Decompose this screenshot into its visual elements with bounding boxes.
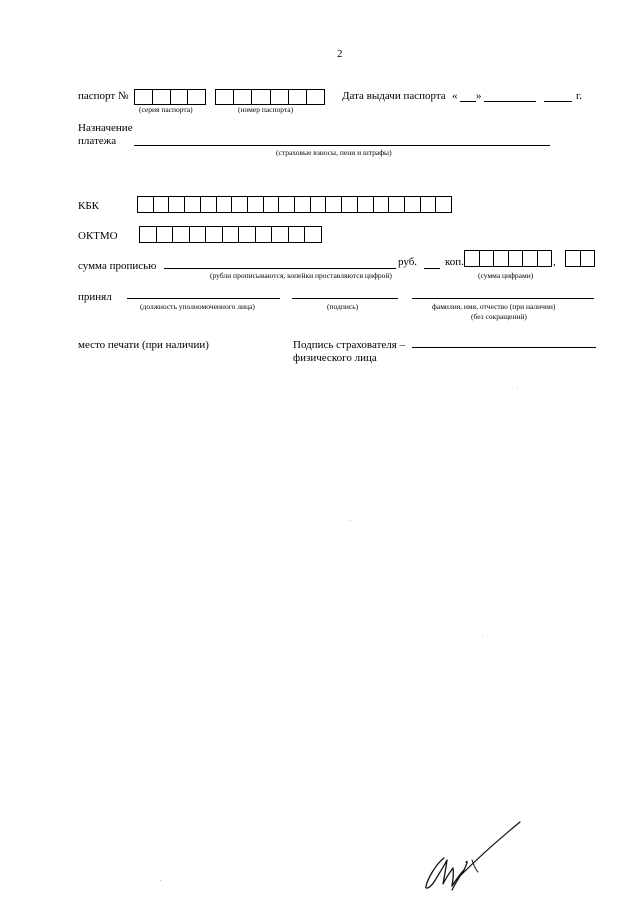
passport-number-cell[interactable] (289, 90, 307, 104)
issue-day-field[interactable] (460, 101, 476, 102)
kbk-cell[interactable] (201, 197, 217, 212)
kbk-cell[interactable] (311, 197, 327, 212)
accepted-signature-field[interactable] (292, 298, 398, 299)
issue-year-field[interactable] (544, 101, 572, 102)
purpose-field[interactable] (134, 145, 550, 146)
oktmo-cell[interactable] (140, 227, 157, 242)
kbk-cell[interactable] (154, 197, 170, 212)
oktmo-cell[interactable] (305, 227, 321, 242)
amount-comma: , (553, 256, 556, 268)
accepted-name-field[interactable] (412, 298, 594, 299)
passport-label: паспорт № (78, 90, 129, 102)
kbk-cell[interactable] (169, 197, 185, 212)
kbk-cell[interactable] (326, 197, 342, 212)
kbk-cell[interactable] (421, 197, 437, 212)
scan-speck (482, 636, 483, 637)
passport-number-cell[interactable] (307, 90, 324, 104)
amount-digits-rub-boxes[interactable] (464, 250, 552, 267)
passport-series-cell[interactable] (135, 90, 153, 104)
kbk-cell[interactable] (436, 197, 451, 212)
oktmo-cell[interactable] (289, 227, 306, 242)
kbk-cell[interactable] (295, 197, 311, 212)
amount-digit-cell[interactable] (480, 251, 495, 266)
year-suffix: г. (576, 90, 583, 102)
passport-series-cell[interactable] (171, 90, 189, 104)
oktmo-cell[interactable] (256, 227, 273, 242)
kbk-cell[interactable] (264, 197, 280, 212)
purpose-label-line1: Назначение (78, 122, 133, 134)
passport-series-cell[interactable] (153, 90, 171, 104)
passport-number-cell[interactable] (216, 90, 234, 104)
stamp-place-label: место печати (при наличии) (78, 339, 209, 351)
oktmo-cell[interactable] (239, 227, 256, 242)
kbk-cell[interactable] (358, 197, 374, 212)
passport-number-boxes[interactable] (215, 89, 325, 105)
kbk-label: КБК (78, 200, 99, 212)
amount-digit-cell[interactable] (523, 251, 538, 266)
oktmo-cell[interactable] (173, 227, 190, 242)
accepted-name-caption-line1: фамилия, имя, отчество (при наличии) (432, 302, 556, 311)
rub-label: руб. (398, 256, 418, 268)
kbk-cell[interactable] (232, 197, 248, 212)
amount-digit-cell[interactable] (509, 251, 524, 266)
oktmo-cell[interactable] (206, 227, 223, 242)
purpose-caption: (страховые взносы, пени и штрафы) (276, 148, 392, 157)
oktmo-boxes[interactable] (139, 226, 322, 243)
passport-series-boxes[interactable] (134, 89, 206, 105)
accepted-name-caption-line2: (без сокращений) (471, 312, 527, 321)
scan-speck (517, 387, 518, 388)
amount-digit-cell[interactable] (538, 251, 552, 266)
passport-number-caption: (номер паспорта) (238, 105, 294, 114)
issue-date-quote-open: « (452, 90, 458, 102)
passport-series-caption: (серия паспорта) (139, 105, 193, 114)
accepted-label: принял (78, 291, 112, 303)
amount-kop-cell[interactable] (581, 251, 595, 266)
kbk-cell[interactable] (405, 197, 421, 212)
issue-date-label: Дата выдачи паспорта (342, 90, 446, 102)
issue-date-quote-close: » (476, 90, 482, 102)
kbk-cell[interactable] (389, 197, 405, 212)
passport-number-cell[interactable] (271, 90, 289, 104)
amount-digit-cell[interactable] (465, 251, 480, 266)
oktmo-cell[interactable] (190, 227, 207, 242)
oktmo-label: ОКТМО (78, 230, 118, 242)
amount-digits-caption: (сумма цифрами) (478, 271, 534, 280)
oktmo-cell[interactable] (157, 227, 174, 242)
kbk-cell[interactable] (138, 197, 154, 212)
amount-words-caption: (рубли прописываются, копейки проставляются цифрой) (210, 271, 392, 280)
oktmo-cell[interactable] (272, 227, 289, 242)
amount-digit-cell[interactable] (494, 251, 509, 266)
passport-series-cell[interactable] (188, 90, 205, 104)
kbk-boxes[interactable] (137, 196, 452, 213)
handwritten-signature (412, 820, 532, 892)
scan-speck (160, 880, 161, 881)
accepted-position-field[interactable] (127, 298, 280, 299)
amount-words-field[interactable] (164, 268, 396, 269)
kbk-cell[interactable] (248, 197, 264, 212)
kop-label: коп. (445, 256, 464, 268)
insured-signature-label-line1: Подпись страхователя – (293, 339, 406, 351)
kopecks-words-field[interactable] (424, 268, 440, 269)
insured-signature-label-line2: физического лица (293, 352, 377, 364)
scan-speck (350, 520, 351, 521)
amount-words-label: сумма прописью (78, 260, 157, 272)
page-number: 2 (337, 48, 343, 60)
kbk-cell[interactable] (279, 197, 295, 212)
issue-month-field[interactable] (484, 101, 536, 102)
oktmo-cell[interactable] (223, 227, 240, 242)
kbk-cell[interactable] (217, 197, 233, 212)
passport-number-cell[interactable] (252, 90, 270, 104)
amount-digits-kop-boxes[interactable] (565, 250, 595, 267)
accepted-position-caption: (должность уполномоченного лица) (140, 302, 255, 311)
insured-signature-field[interactable] (412, 347, 596, 348)
kbk-cell[interactable] (185, 197, 201, 212)
purpose-label-line2: платежа (78, 135, 117, 147)
kbk-cell[interactable] (374, 197, 390, 212)
accepted-signature-caption: (подпись) (327, 302, 359, 311)
amount-kop-cell[interactable] (566, 251, 581, 266)
kbk-cell[interactable] (342, 197, 358, 212)
passport-number-cell[interactable] (234, 90, 252, 104)
